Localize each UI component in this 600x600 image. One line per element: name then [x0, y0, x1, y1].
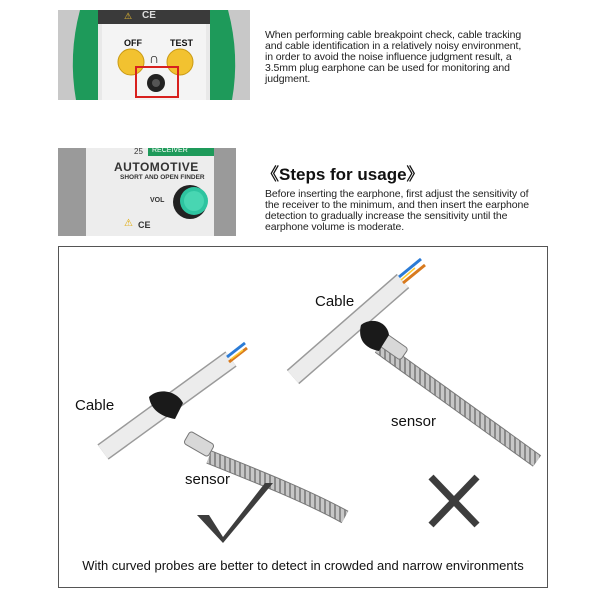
- test-button-label: TEST: [170, 38, 194, 48]
- probe-diagram: [59, 247, 547, 587]
- left-curved-probe: [149, 391, 345, 517]
- device-photo-earphone-jack: [58, 10, 250, 100]
- earphone-monitoring-description: When performing cable breakpoint check, cable tracking and cable identification in a relatively noisy environment, in order to avoid the noise influence judgment result, a 3.5mm plug earphone can be used for monitoring and judgment.: [265, 29, 522, 85]
- warning-icon: ⚠: [124, 218, 133, 229]
- device-title: AUTOMOTIVE: [114, 160, 199, 174]
- device-photo-volume-knob: [58, 148, 236, 236]
- vol-label: VOL: [150, 197, 165, 204]
- steps-description: Before inserting the earphone, first adjust the sensitivity of the receiver to the minimum, and then insert the earphone detection to gradually increase the sensitivity until the earphone volume is moderate.: [265, 188, 529, 233]
- right-sensor-label: sensor: [391, 413, 437, 430]
- incorrect-cross-icon: [431, 477, 477, 525]
- steps-heading: 《Steps for usage》: [262, 165, 424, 184]
- warning-icon: ⚠: [124, 11, 133, 21]
- off-button-label: OFF: [124, 38, 142, 48]
- ce-mark: CE: [142, 10, 156, 21]
- left-cable-label: Cable: [75, 397, 115, 414]
- correct-checkmark-icon: [197, 483, 273, 543]
- ce-mark: CE: [138, 220, 151, 230]
- right-straight-probe: [360, 321, 537, 461]
- model-number: 25: [134, 148, 143, 156]
- probe-comparison-panel: [58, 246, 548, 588]
- headphone-icon: ∩: [149, 50, 160, 66]
- diagram-caption: With curved probes are better to detect in crowded and narrow environments: [82, 558, 524, 573]
- receiver-label: RECEIVER: [152, 148, 188, 154]
- left-sensor-label: sensor: [185, 471, 231, 488]
- right-cable-label: Cable: [315, 293, 355, 310]
- device-subtitle: SHORT AND OPEN FINDER: [120, 174, 205, 181]
